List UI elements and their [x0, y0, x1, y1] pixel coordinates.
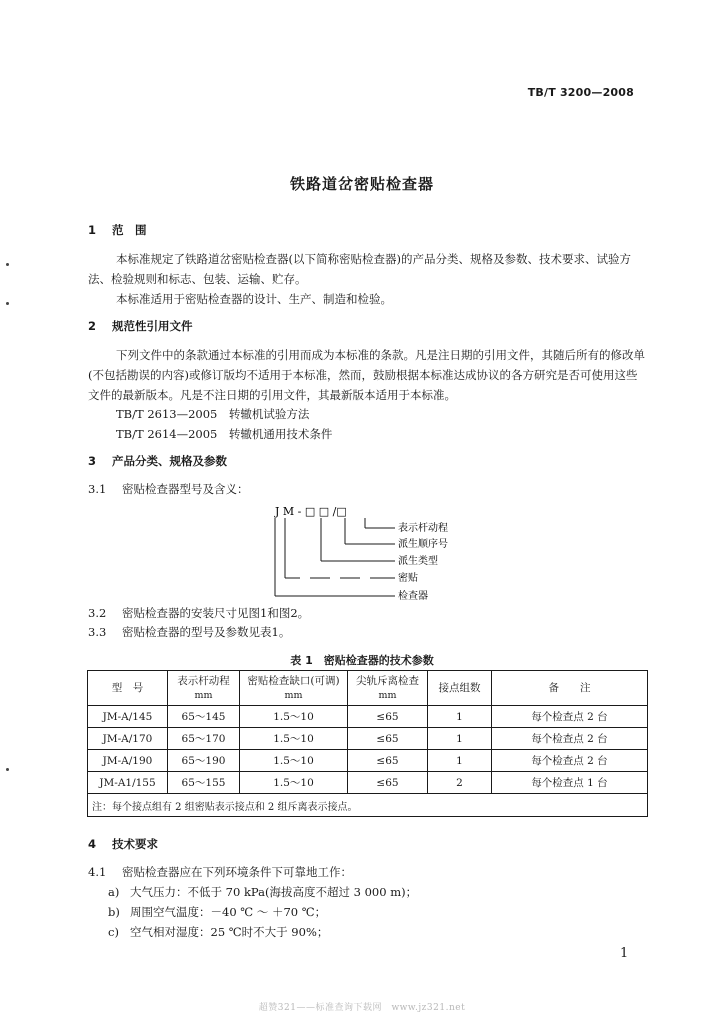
clause-number: 3.2 — [88, 606, 107, 620]
section-title: 范 围 — [112, 223, 147, 237]
list-item-text: 大气压力：不低于 70 kPa(海拔高度不超过 3 000 m)； — [130, 885, 418, 899]
document-title: 铁路道岔密贴检查器 — [289, 175, 434, 193]
clause-number: 4.1 — [88, 865, 107, 879]
header-model: 型 号 — [88, 671, 168, 706]
scan-speck — [6, 302, 9, 305]
header-stroke: 表示杆动程 mm — [168, 671, 240, 706]
cell-remarks: 每个检查点 1 台 — [492, 772, 648, 794]
cell-separation: ≤65 — [348, 772, 428, 794]
diagram-label-derivative-seq: 派生顺序号 — [398, 539, 448, 550]
cell-model: JM-A1/155 — [88, 772, 168, 794]
list-item-text: 周围空气温度：－40 ℃ ～ ＋70 ℃； — [130, 905, 327, 919]
clause-3-1 — [88, 479, 249, 499]
list-item — [108, 922, 328, 942]
section-2-heading — [88, 318, 193, 334]
scan-speck — [6, 263, 9, 266]
section-1-heading — [88, 222, 147, 238]
section-title: 产品分类、规格及参数 — [112, 454, 227, 468]
model-code: J M - □ □ /□ — [275, 505, 347, 518]
list-item-label: a) — [108, 885, 120, 899]
clause-text: 密贴检查器的安装尺寸见图1和图2。 — [122, 606, 310, 620]
cell-model: JM-A/190 — [88, 750, 168, 772]
header-gap: 密贴检查缺口(可调) mm — [240, 671, 348, 706]
table-row — [88, 750, 648, 772]
section-title: 技术要求 — [112, 837, 158, 851]
list-item-label: b) — [108, 905, 120, 919]
cell-stroke: 65～170 — [168, 728, 240, 750]
section-1-paragraph-1: 本标准规定了铁路道岔密贴检查器(以下简称密贴检查器)的产品分类、规格及参数、技术要求、试验方法、检验规则和标志、包装、运输、贮存。 — [88, 252, 631, 286]
list-item-label: c) — [108, 925, 119, 939]
clause-4-1 — [88, 862, 352, 882]
header-separation: 尖轨斥离检查 mm — [348, 671, 428, 706]
cell-remarks: 每个检查点 2 台 — [492, 750, 648, 772]
table-row — [88, 706, 648, 728]
section-title: 规范性引用文件 — [112, 319, 193, 333]
cell-gap: 1.5～10 — [240, 706, 348, 728]
table-row — [88, 728, 648, 750]
standard-number: TB/T 3200—2008 — [527, 86, 634, 99]
list-item-text: 空气相对湿度：25 ℃时不大于 90%； — [130, 925, 329, 939]
diagram-label-checker: 检查器 — [398, 591, 428, 602]
clause-number: 3.3 — [88, 625, 107, 639]
cell-model: JM-A/145 — [88, 706, 168, 728]
diagram-label-stroke: 表示杆动程 — [398, 523, 448, 534]
reference-1: TB/T 2613—2005 转辙机试验方法 — [116, 407, 310, 421]
section-number: 1 — [88, 223, 97, 237]
header-contact-groups: 接点组数 — [428, 671, 492, 706]
cell-stroke: 65～190 — [168, 750, 240, 772]
cell-contact-groups: 1 — [428, 750, 492, 772]
section-number: 2 — [88, 319, 97, 333]
section-4-heading — [88, 836, 158, 852]
clause-3-2 — [88, 603, 309, 623]
section-2-paragraph-1: 下列文件中的条款通过本标准的引用而成为本标准的条款。凡是注日期的引用文件，其随后所有的修改单(不包括勘误的内容)或修订版均不适用于本标准，然而，鼓励根据本标准达成协议的各方研究是否可使用这些文件的最新版本。凡是不注日期的引用文件，其最新版本适用于本标准。 — [88, 348, 645, 402]
cell-model: JM-A/170 — [88, 728, 168, 750]
table-note-row — [88, 794, 648, 817]
clause-text: 密贴检查器型号及含义： — [122, 482, 249, 496]
section-3-heading — [88, 453, 227, 469]
list-item — [108, 882, 417, 902]
cell-stroke: 65～155 — [168, 772, 240, 794]
clause-text: 密贴检查器的型号及参数见表1。 — [122, 625, 291, 639]
cell-contact-groups: 2 — [428, 772, 492, 794]
page-number: 1 — [620, 946, 629, 961]
cell-separation: ≤65 — [348, 750, 428, 772]
section-number: 3 — [88, 454, 97, 468]
cell-separation: ≤65 — [348, 728, 428, 750]
reference-2: TB/T 2614—2005 转辙机通用技术条件 — [116, 427, 333, 441]
technical-parameters-table — [87, 670, 648, 817]
clause-number: 3.1 — [88, 482, 107, 496]
diagram-label-closeness: 密贴 — [398, 573, 418, 584]
cell-gap: 1.5～10 — [240, 772, 348, 794]
watermark-footer: 超赞321——标准查询下载网 www.jz321.net — [258, 1003, 466, 1013]
table-row — [88, 772, 648, 794]
section-1-paragraph-2: 本标准适用于密贴检查器的设计、生产、制造和检验。 — [116, 292, 392, 306]
model-designation-diagram — [255, 502, 485, 607]
cell-gap: 1.5～10 — [240, 750, 348, 772]
cell-contact-groups: 1 — [428, 706, 492, 728]
cell-gap: 1.5～10 — [240, 728, 348, 750]
cell-remarks: 每个检查点 2 台 — [492, 706, 648, 728]
table-header-row — [88, 671, 648, 706]
clause-3-3 — [88, 622, 290, 642]
table-caption: 表 1 密贴检查器的技术参数 — [290, 654, 434, 667]
list-item — [108, 902, 326, 922]
cell-stroke: 65～145 — [168, 706, 240, 728]
clause-text: 密贴检查器应在下列环境条件下可靠地工作： — [122, 865, 352, 879]
section-number: 4 — [88, 837, 97, 851]
diagram-label-derivative-type: 派生类型 — [398, 556, 438, 567]
cell-contact-groups: 1 — [428, 728, 492, 750]
header-remarks: 备 注 — [492, 671, 648, 706]
cell-remarks: 每个检查点 2 台 — [492, 728, 648, 750]
table-note: 注：每个接点组有 2 组密贴表示接点和 2 组斥离表示接点。 — [88, 794, 648, 817]
scan-speck — [6, 768, 9, 771]
cell-separation: ≤65 — [348, 706, 428, 728]
